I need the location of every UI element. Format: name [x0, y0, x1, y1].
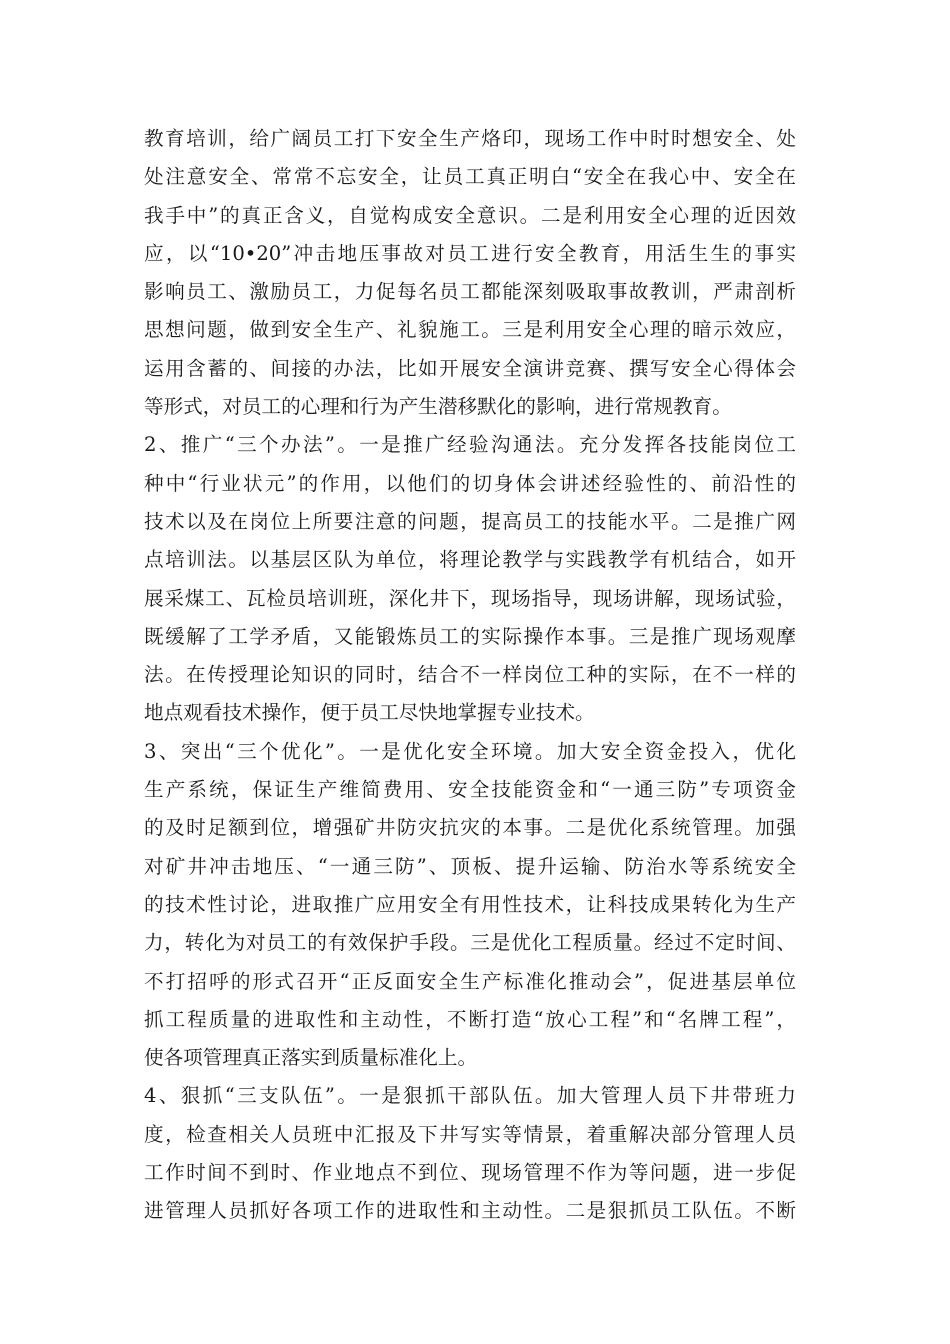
text-line: 4、狠抓“三支队伍”。一是狠抓干部队伍。加大管理人员下井带班力: [144, 1084, 796, 1108]
text-line: 处注意安全、常常不忘安全，让员工真正明白“安全在我心中、安全在: [144, 165, 796, 189]
text-line: 技术以及在岗位上所要注意的问题，提高员工的技能水平。二是推广网: [144, 509, 796, 533]
text-line: 度，检查相关人员班中汇报及下井写实等情景，着重解决部分管理人员: [144, 1122, 796, 1146]
text-line: 思想问题，做到安全生产、礼貌施工。三是利用安全心理的暗示效应，: [144, 318, 796, 342]
text-line: 抓工程质量的进取性和主动性，不断打造“放心工程”和“名牌工程”，: [144, 1007, 796, 1031]
text-line: 影响员工、激励员工，力促每名员工都能深刻吸取事故教训，严肃剖析: [144, 280, 796, 304]
text-line: 种中“行业状元”的作用，以他们的切身体会讲述经验性的、前沿性的: [144, 471, 796, 495]
text-line: 使各项管理真正落实到质量标准化上。: [144, 1046, 478, 1070]
text-line: 点培训法。以基层区队为单位，将理论教学与实践教学有机结合，如开: [144, 548, 796, 572]
text-line: 既缓解了工学矛盾，又能锻炼员工的实际操作本事。三是推广现场观摩: [144, 624, 796, 648]
text-line: 的技术性讨论，进取推广应用安全有用性技术，让科技成果转化为生产: [144, 892, 796, 916]
text-line: 等形式，对员工的心理和行为产生潜移默化的影响，进行常规教育。: [144, 395, 732, 419]
text-line: 不打招呼的形式召开“正反面安全生产标准化推动会”，促进基层单位: [144, 969, 796, 993]
text-line: 运用含蓄的、间接的办法，比如开展安全演讲竞赛、撰写安全心得体会: [144, 356, 796, 380]
text-line: 生产系统，保证生产维简费用、安全技能资金和“一通三防”专项资金: [144, 778, 796, 802]
text-line: 展采煤工、瓦检员培训班，深化井下，现场指导，现场讲解，现场试验，: [144, 586, 796, 610]
text-line: 教育培训，给广阔员工打下安全生产烙印，现场工作中时时想安全、处: [144, 127, 796, 150]
text-line: 力，转化为对员工的有效保护手段。三是优化工程质量。经过不定时间、: [144, 931, 796, 955]
text-line: 对矿井冲击地压、“一通三防”、顶板、提升运输、防治水等系统安全: [144, 854, 796, 878]
text-line: 地点观看技术操作，便于员工尽快地掌握专业技术。: [144, 701, 595, 725]
text-line: 2、推广“三个办法”。一是推广经验沟通法。充分发挥各技能岗位工: [144, 433, 796, 457]
text-line: 我手中”的真正含义，自觉构成安全意识。二是利用安全心理的近因效: [144, 203, 796, 227]
text-line: 的及时足额到位，增强矿井防灾抗灾的本事。二是优化系统管理。加强: [144, 816, 796, 840]
text-line: 进管理人员抓好各项工作的进取性和主动性。二是狠抓员工队伍。不断: [144, 1199, 796, 1223]
text-line: 工作时间不到时、作业地点不到位、现场管理不作为等问题，进一步促: [144, 1161, 796, 1185]
text-line: 应，以“10•20”冲击地压事故对员工进行安全教育，用活生生的事实: [144, 241, 796, 265]
text-line: 法。在传授理论知识的同时，结合不一样岗位工种的实际，在不一样的: [144, 663, 796, 687]
document-body: [144, 120, 796, 1231]
text-line: 3、突出“三个优化”。一是优化安全环境。加大安全资金投入，优化: [144, 739, 796, 763]
